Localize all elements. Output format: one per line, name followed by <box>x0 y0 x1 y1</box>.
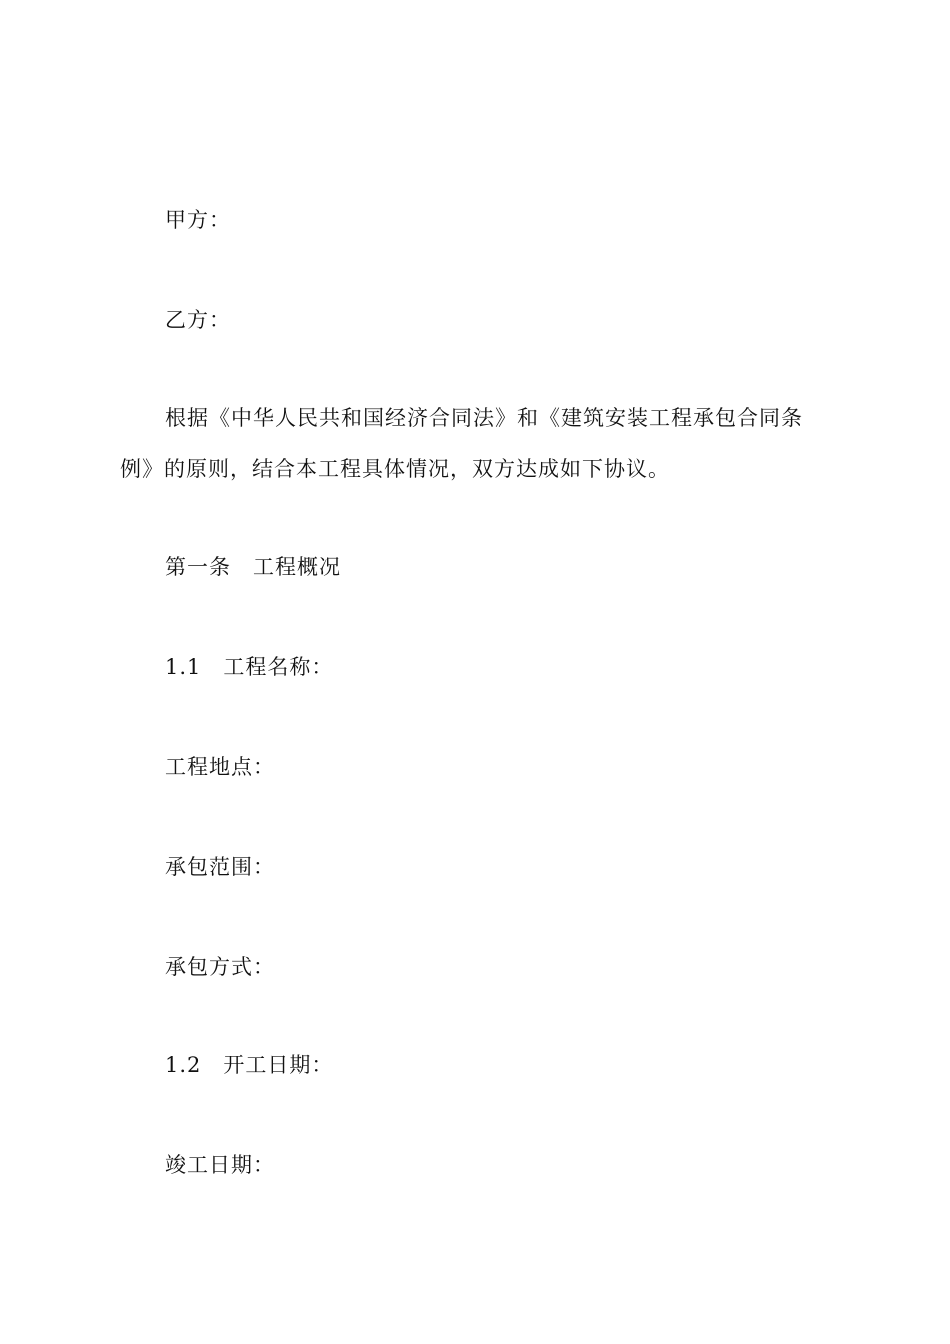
project-site-label: 工程地点： <box>165 755 275 779</box>
item-1-2 <box>165 1053 333 1077</box>
intro-paragraph-line-2: 例》的原则，结合本工程具体情况，双方达成如下协议。 <box>120 457 670 481</box>
start-date-label: 开工日期： <box>223 1053 334 1077</box>
article-1-title: 工程概况 <box>253 555 341 579</box>
item-1-2-number: 1.2 <box>165 1053 202 1077</box>
completion-date-label: 竣工日期： <box>165 1153 275 1177</box>
article-1-heading <box>165 555 341 579</box>
contract-scope-label: 承包范围： <box>165 855 275 879</box>
party-a-label: 甲方： <box>165 208 231 232</box>
article-1-number: 第一条 <box>165 555 231 579</box>
intro-paragraph-line-1: 根据《中华人民共和国经济合同法》和《建筑安装工程承包合同条 <box>165 406 803 430</box>
party-b-label: 乙方： <box>165 308 231 332</box>
contract-method-label: 承包方式： <box>165 955 275 979</box>
project-name-label: 工程名称： <box>223 655 334 679</box>
item-1-1-number: 1.1 <box>165 655 202 679</box>
item-1-1 <box>165 655 333 679</box>
